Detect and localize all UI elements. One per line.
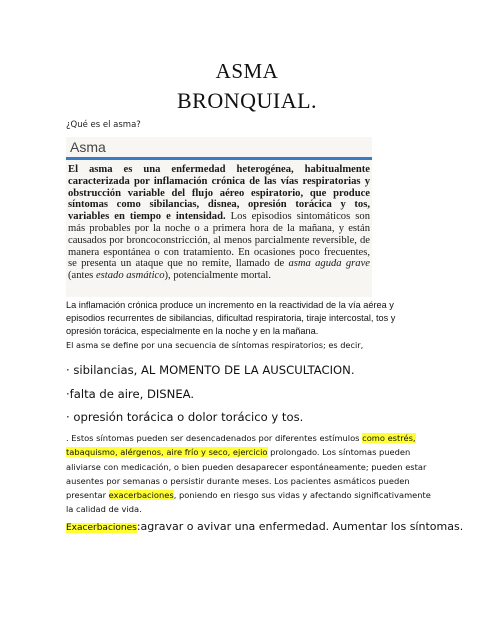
book-excerpt-rule: [66, 157, 372, 160]
exacerbation-meaning: :agravar o avivar una enfermedad. Aumentar los síntomas.: [136, 520, 464, 533]
triggers-text-2: prolongado. Los síntomas pueden aliviarse con medicación, o bien pueden desaparecer espontáneamente; pueden estar ausentes por semanas o persistir durante meses. Los pacientes asmáticos pueden presentar: [66, 447, 427, 501]
book-excerpt-italic-a: asma aguda grave: [288, 258, 370, 270]
page-title-line1: ASMA: [215, 59, 279, 83]
book-excerpt-italic-b: estado asmático: [95, 270, 165, 282]
page-title-line2: BRONQUIAL.: [176, 88, 318, 113]
book-excerpt-text: [68, 164, 370, 282]
triggers-text-3: , poniendo en riesgo sus vidas y afectando significativamente la calidad de vida.: [66, 490, 431, 515]
definition-paragraph: El asma se define por una secuencia de síntomas respiratorios; es decir,: [66, 340, 364, 350]
triggers-paragraph: [66, 431, 432, 517]
exacerbation-term: Exacerbaciones: [66, 523, 137, 533]
book-excerpt-heading: Asma: [70, 139, 106, 155]
triggers-text-1: . Estos síntomas pueden ser desencadenados por diferentes estímulos: [66, 433, 363, 443]
symptom-item: ·falta de aire, DISNEA.: [66, 387, 195, 401]
highlighted-triggers: como estrés, tabaquismo, alérgenos, aire frío y seco, ejercicio: [66, 433, 416, 458]
book-excerpt-text-a: Los episodios sintomáticos son más probables por la noche o a primera hora de la mañana, y están causados por broncoconstricción, al menos parcialmente reversible, de manera espontánea o con tratamiento. En ocasiones poco frecuentes, se presenta un ataque que no remite, llamado de: [68, 211, 370, 270]
symptom-item: · opresión torácica o dolor torácico y tos.: [66, 410, 304, 424]
book-excerpt-bold: El asma es una enfermedad heterogénea, habitualmente caracterizada por inflamación crónica de las vías respiratorias y obstrucción variable del flujo aéreo espiratorio, que produce síntomas como sibilancias, disnea, opresión torácica y tos, variables en tiempo e intensidad.: [68, 164, 370, 223]
book-excerpt-text-b: (antes: [68, 270, 96, 282]
symptom-item: · sibilancias, AL MOMENTO DE LA AUSCULTACION.: [66, 363, 355, 377]
inflammation-paragraph: La inflamación crónica produce un incremento en la reactividad de la vía aérea y episodios recurrentes de sibilancias, dificultad respiratoria, tiraje intercostal, tos y opresión torácica, especialmente en la noche y en la mañana.: [66, 300, 396, 336]
question-heading: ¿Qué es el asma?: [66, 120, 141, 130]
exacerbation-definition: [66, 515, 463, 534]
book-excerpt-image: [66, 137, 372, 297]
book-excerpt-text-c: ), potencialmente mortal.: [164, 270, 272, 282]
highlighted-exacerbaciones: exacerbaciones: [108, 490, 174, 501]
